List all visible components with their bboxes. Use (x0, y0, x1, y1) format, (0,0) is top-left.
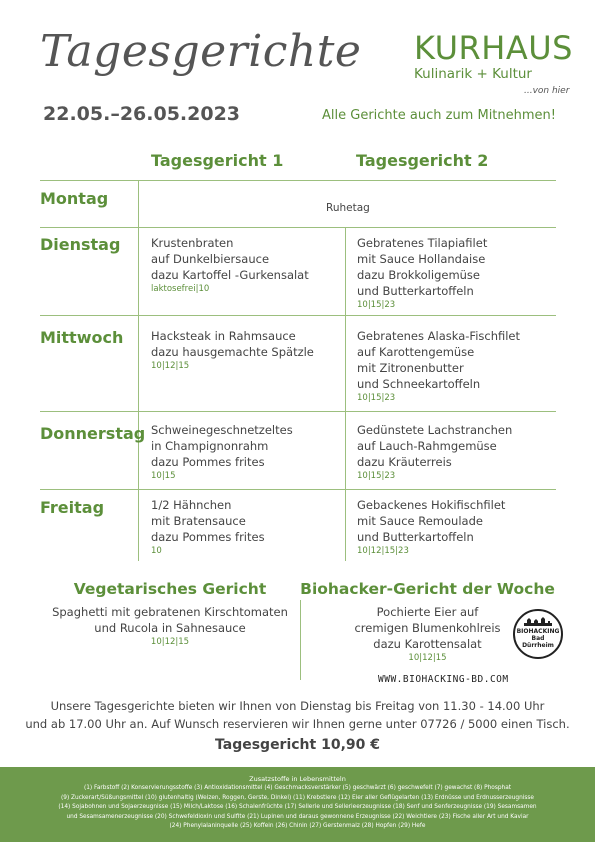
dish-friday-1: 1/2 Hähnchen mit Bratensauce dazu Pommes frites 10 (151, 498, 265, 556)
divider (345, 227, 346, 315)
dish-thursday-1: Schweinegeschnetzeltes in Champignonrahm dazu Pommes frites 10|15 (151, 423, 293, 481)
website-link[interactable]: WWW.BIOHACKING-BD.COM (378, 674, 509, 685)
day-thursday: Donnerstag (40, 424, 146, 443)
allergen-codes: 10 (151, 546, 162, 556)
divider (138, 411, 139, 489)
dish-thursday-2: Gedünstete Lachstranchen auf Lauch-Rahmgemüse dazu Kräuterreis 10|15|23 (357, 423, 513, 481)
day-monday: Montag (40, 189, 109, 208)
badge-line-1: BIOHACKING (516, 628, 560, 635)
closed-note: Ruhetag (326, 202, 370, 214)
badge-line-2: Bad Dürrheim (522, 635, 554, 649)
divider (40, 315, 138, 316)
allergen-codes: 10|15|23 (357, 300, 396, 310)
divider (40, 180, 138, 181)
vegetarian-title: Vegetarisches Gericht (73, 580, 267, 598)
divider (138, 180, 139, 227)
allergen-codes: 10|12|15 (408, 653, 447, 663)
allergen-codes: 10|12|15 (150, 637, 190, 647)
price: Tagesgericht 10,90 € (215, 737, 380, 753)
page-title: Tagesgerichte (40, 26, 362, 77)
divider (138, 180, 556, 181)
column-header-2: Tagesgericht 2 (356, 151, 489, 170)
divider (345, 489, 346, 561)
column-header-1: Tagesgericht 1 (151, 151, 284, 170)
divider (138, 489, 556, 490)
footer-additives (0, 767, 595, 842)
logo-kurhaus: KURHAUS (414, 29, 573, 67)
divider (138, 315, 139, 411)
divider (40, 411, 138, 412)
opening-info: Unsere Tagesgerichte bieten wir Ihnen von Dienstag bis Freitag von 11.30 - 14.00 Uhr und ab 17.00 Uhr an. Auf Wunsch reservieren wir Ihnen gerne unter 07726 / 5000 einen Tisch. (25, 699, 570, 731)
day-wednesday: Mittwoch (40, 328, 124, 347)
dish-friday-2: Gebackenes Hokifischfilet mit Sauce Remoulade und Butterkartoffeln 10|12|15|23 (357, 498, 506, 556)
dish-tuesday-1: Krustenbraten auf Dunkelbiersauce dazu Kartoffel -Gurkensalat laktosefrei|10 (151, 236, 309, 294)
biohacker-title: Biohacker-Gericht der Woche (300, 580, 555, 598)
divider (40, 489, 138, 490)
divider (138, 227, 139, 315)
dish-tuesday-2: Gebratenes Tilapiafilet mit Sauce Hollandaise dazu Brokkoligemüse und Butterkartoffeln 10|15|23 (357, 236, 488, 310)
divider (138, 411, 556, 412)
footer-text: (1) Farbstoff (2) Konservierungsstoffe (3) Antioxidationsmittel (4) Geschmacksverstärker (5) geschwärzt (6) geschwefelt (7) gewachst (8) Phosphat (9) Zuckerart/Süßungsmittel (10) glutenhaltig (Weizen, Roggen, Gerste, Dinkel) (11) Krebstiere (12) Eier aller Geflügelarten (13) Erdnüsse und Erdnusserzeugnisse (14) Sojabohnen und Sojaerzeugnisse (15) Milch/Laktose (16) Schalenfrüchte (17) Sellerie und Sellerieerzeugnisse (18) Senf und Senferzeugnisse (19) Sesamsamen und Sesamsamenerzeugnisse (20) Schwefeldioxin und Sulfite (21) Lupinen und daraus gewonnene Erzeugnisse (22) Weichtiere (23) Fische aller Art und Kaviar (24) Phenylalaninquelle (25) Koffein (26) Chinin (27) Gerstenmalz (28) Hopfen (29) Hefe (58, 785, 537, 829)
allergen-codes: laktosefrei|10 (151, 284, 210, 294)
allergen-codes: 10|15|23 (357, 393, 396, 403)
divider (40, 227, 138, 228)
allergen-codes: 10|12|15 (151, 361, 190, 371)
divider (345, 411, 346, 489)
day-tuesday: Dienstag (40, 235, 121, 254)
allergen-codes: 10|12|15|23 (357, 546, 409, 556)
divider (138, 227, 556, 228)
date-range: 22.05.–26.05.2023 (43, 103, 241, 125)
divider (345, 315, 346, 411)
takeaway-note: Alle Gerichte auch zum Mitnehmen! (322, 108, 556, 123)
biohacker-dish: Pochierte Eier auf cremigen Blumenkohlreis dazu Karottensalat 10|12|15 (300, 604, 555, 664)
day-friday: Freitag (40, 498, 105, 517)
allergen-codes: 10|15 (151, 471, 176, 481)
logo-tagline: ...von hier (524, 86, 570, 96)
divider (138, 315, 556, 316)
logo-subtitle: Kulinarik + Kultur (414, 66, 532, 82)
allergen-codes: 10|15|23 (357, 471, 396, 481)
divider (138, 489, 139, 561)
dish-wednesday-1: Hacksteak in Rahmsauce dazu hausgemachte Spätzle 10|12|15 (151, 329, 314, 371)
skyline-icon (524, 617, 552, 626)
vegetarian-dish: Spaghetti mit gebratenen Kirschtomaten und Rucola in Sahnesauce 10|12|15 (40, 604, 300, 648)
footer-title: Zusatzstoffe in Lebensmitteln (249, 775, 346, 783)
dish-wednesday-2: Gebratenes Alaska-Fischfilet auf Karottengemüse mit Zitronenbutter und Schneekartoffeln 10|15|23 (357, 329, 521, 403)
biohacking-badge-logo (513, 609, 563, 659)
